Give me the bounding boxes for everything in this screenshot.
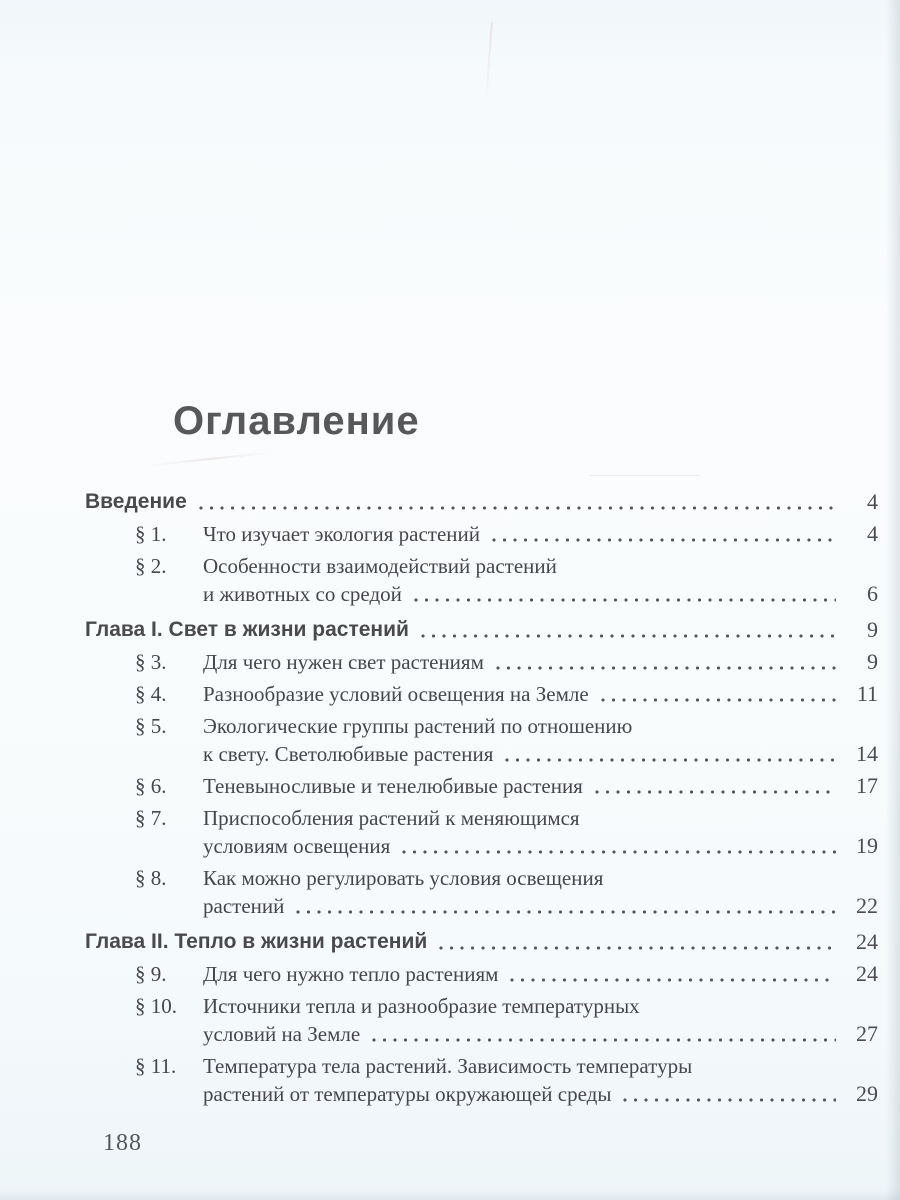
dot-leader: [502, 740, 836, 768]
section-number: § 1.: [135, 522, 167, 546]
section-number: § 7.: [135, 806, 167, 830]
page-ref: 17: [856, 773, 878, 798]
page-ref: 24: [856, 961, 878, 986]
chapter-title: Глава I. Свет в жизни растений: [85, 618, 409, 641]
toc-entry-row: [85, 960, 878, 988]
section-number: § 2.: [135, 554, 167, 578]
page-title: Оглавление: [173, 399, 420, 443]
page-ref: 14: [856, 741, 878, 766]
dot-leader: [399, 832, 836, 860]
page-ref: 22: [856, 893, 878, 918]
page-ref: 27: [856, 1021, 878, 1046]
page-ref: 9: [867, 617, 878, 642]
page-ref: 19: [856, 833, 878, 858]
toc-entry-row: [85, 772, 878, 800]
dot-leader: [436, 928, 836, 956]
toc-entry-row: [85, 864, 878, 920]
toc-entry-row: [85, 712, 878, 768]
entry-title: Для чего нужно тепло растениям: [203, 962, 499, 986]
entry-title-continued: условиям освещения: [203, 834, 391, 858]
entry-title: Разнообразие условий освещения на Земле: [203, 682, 589, 706]
page-ref: 11: [856, 681, 878, 706]
dot-leader: [369, 1020, 836, 1048]
entry-title-continued: растений: [203, 894, 285, 918]
section-number: § 5.: [135, 714, 167, 738]
page-ref: 6: [867, 581, 878, 606]
entry-title: Что изучает экология растений: [203, 522, 480, 546]
dot-leader: [493, 648, 836, 676]
entry-title: Особенности взаимодействий растений: [203, 554, 557, 578]
toc-content: [85, 398, 878, 1112]
dot-leader: [592, 772, 836, 800]
dot-leader: [411, 580, 836, 608]
entry-title: Приспособления растений к меняющимся: [203, 806, 580, 830]
chapter-title: Введение: [85, 490, 187, 513]
dot-leader: [196, 488, 836, 516]
dot-leader: [598, 680, 836, 708]
page-ref: 29: [856, 1081, 878, 1106]
page-ref: 24: [856, 929, 878, 954]
section-number: § 11.: [135, 1054, 177, 1078]
toc-entry-row: [85, 680, 878, 708]
scan-artifact: [485, 22, 493, 102]
entry-title: Теневыносливые и тенелюбивые растения: [203, 774, 583, 798]
page-ref: 4: [867, 521, 878, 546]
dot-leader: [620, 1080, 836, 1108]
dot-leader: [418, 616, 836, 644]
toc-entry-row: [85, 648, 878, 676]
section-number: § 4.: [135, 682, 167, 706]
toc-entry-row: [85, 552, 878, 608]
entry-title-continued: условий на Земле: [203, 1022, 361, 1046]
entry-title: Температура тела растений. Зависимость температуры: [203, 1054, 693, 1078]
toc-chapter-row: [85, 488, 878, 516]
folio-page-number: 188: [103, 1130, 142, 1156]
entry-title-continued: растений от температуры окружающей среды: [203, 1082, 612, 1106]
dot-leader: [507, 960, 836, 988]
dot-leader: [293, 892, 836, 920]
section-number: § 9.: [135, 962, 167, 986]
toc-chapter-row: [85, 616, 878, 644]
chapter-title: Глава II. Тепло в жизни растений: [85, 930, 428, 953]
entry-title: Для чего нужен свет растениям: [203, 650, 484, 674]
dot-leader: [489, 520, 836, 548]
page-ref: 4: [867, 489, 878, 514]
toc-entry-row: [85, 520, 878, 548]
section-number: § 8.: [135, 866, 167, 890]
toc-entry-row: [85, 1052, 878, 1108]
table-of-contents: [85, 488, 878, 1108]
section-number: § 6.: [135, 774, 167, 798]
entry-title-continued: и животных со средой: [203, 582, 402, 606]
section-number: § 3.: [135, 650, 167, 674]
toc-entry-row: [85, 992, 878, 1048]
toc-entry-row: [85, 804, 878, 860]
section-number: § 10.: [135, 994, 177, 1018]
page-ref: 9: [867, 649, 878, 674]
entry-title: Как можно регулировать условия освещения: [203, 866, 604, 890]
entry-title: Источники тепла и разнообразие температурных: [203, 994, 640, 1018]
entry-title: Экологические группы растений по отношению: [203, 714, 633, 738]
entry-title-continued: к свету. Светолюбивые растения: [203, 742, 494, 766]
toc-chapter-row: [85, 928, 878, 956]
